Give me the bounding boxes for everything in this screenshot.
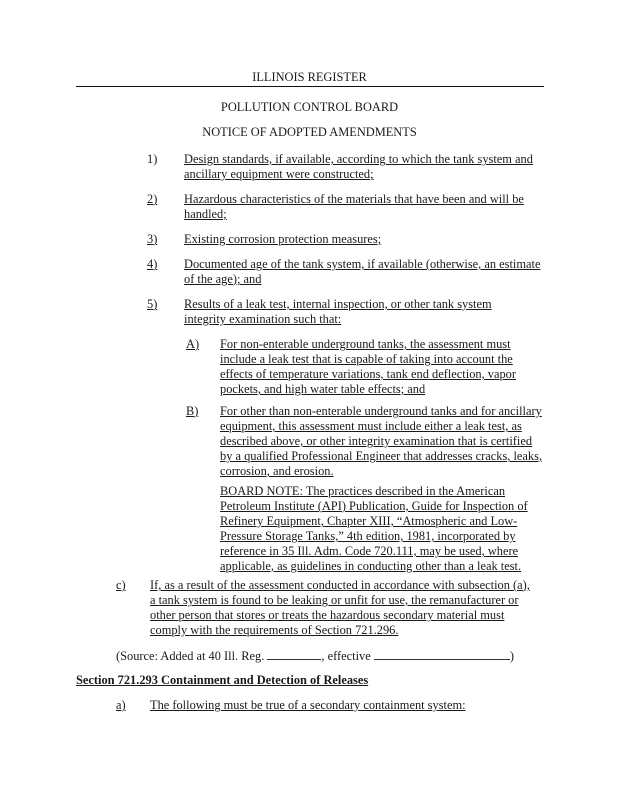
item-a-text: The following must be true of a secondary containment system:	[150, 698, 466, 712]
section-heading: Section 721.293 Containment and Detection of Releases	[76, 673, 369, 687]
item-4-text: Documented age of the tank system, if available (otherwise, an estimate of the age); and	[184, 257, 541, 286]
source-suffix: )	[509, 649, 514, 663]
subitem-b-marker: B)	[186, 404, 199, 418]
item-c-text: If, as a result of the assessment conducted in accordance with subsection (a), a tank system is found to be leaking or unfit for use, the remanufacturer or other person that stores or treats the hazardous secondary material must comply with the requirements of Section 721.296.	[150, 578, 530, 637]
notice-type: NOTICE OF ADOPTED AMENDMENTS	[202, 125, 417, 139]
subitem-b-text: For other than non-enterable underground tanks and for ancillary equipment, this assessment must include either a leak test, as described above, or other integrity examination that is certified by a qualified Professional Engineer that addresses cracks, leaks, corrosion, and erosion.	[220, 404, 543, 478]
subitem-a-text: For non-enterable underground tanks, the assessment must include a leak test that is capable of taking into account the effects of temperature variations, tank end deflection, vapor pockets, and high water table effects; and	[220, 337, 516, 396]
register-title: ILLINOIS REGISTER	[252, 70, 367, 84]
item-3-text: Existing corrosion protection measures;	[184, 232, 382, 246]
item-1-marker: 1)	[147, 152, 158, 166]
effective-date-blank[interactable]	[374, 648, 510, 660]
item-3-marker: 3)	[147, 232, 158, 246]
item-2-text: Hazardous characteristics of the materials that have been and will be handled;	[184, 192, 524, 221]
subitem-a-marker: A)	[186, 337, 200, 351]
source-line	[116, 648, 514, 664]
source-middle: , effective	[321, 649, 371, 663]
board-note: BOARD NOTE: The practices described in the American Petroleum Institute (API) Publication, Guide for Inspection of Refinery Equipment, Chapter XIII, “Atmospheric and Low-Pressure Storage Tanks,” 4th edition, 1981, incorporated by reference in 35 Ill. Adm. Code 720.111, may be used, where applicable, as guidelines in conducting other than a leak test.	[220, 484, 528, 573]
item-5-text: Results of a leak test, internal inspection, or other tank system integrity examination such that:	[184, 297, 492, 326]
item-a-marker: a)	[116, 698, 126, 712]
register-page-blank[interactable]	[267, 648, 321, 660]
item-4-marker: 4)	[147, 257, 158, 271]
item-2-marker: 2)	[147, 192, 158, 206]
agency-title: POLLUTION CONTROL BOARD	[220, 100, 399, 114]
header-rule	[76, 86, 544, 87]
item-1-text: Design standards, if available, according to which the tank system and ancillary equipment were constructed;	[184, 152, 533, 181]
item-c-marker: c)	[116, 578, 126, 592]
source-prefix: (Source: Added at 40 Ill. Reg.	[116, 649, 265, 663]
item-5-marker: 5)	[147, 297, 158, 311]
